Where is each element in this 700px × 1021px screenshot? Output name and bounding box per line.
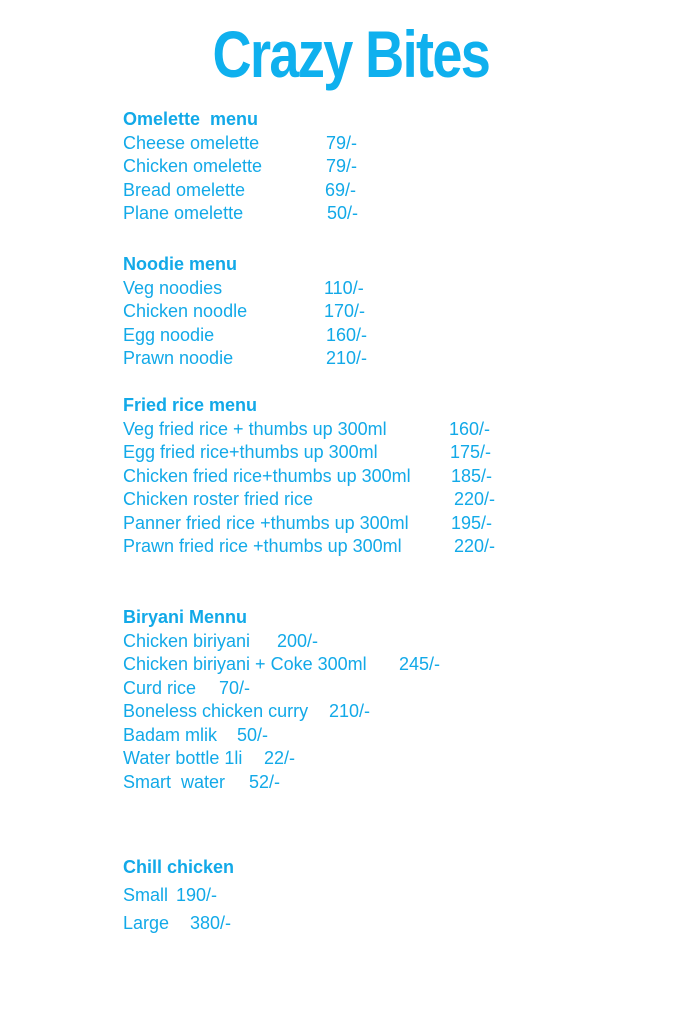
item-price: 79/- [326, 132, 358, 153]
menu-item [123, 179, 683, 203]
item-name: Large [123, 913, 170, 933]
item-name: Veg noodies [123, 277, 223, 298]
section-heading: Omelette menu [123, 109, 259, 129]
menu-item [123, 488, 683, 512]
item-price: 22/- [264, 748, 296, 768]
item-name: Egg noodie [123, 324, 215, 345]
item-name: Smart water [123, 771, 226, 792]
item-price: 190/- [176, 885, 218, 905]
item-price: 50/- [237, 724, 269, 745]
item-price: 185/- [451, 465, 493, 486]
menu-title: Crazy Bites [212, 17, 490, 91]
item-name: Chicken roster fried rice [123, 489, 314, 509]
item-price: 245/- [399, 654, 441, 674]
item-name: Panner fried rice +thumbs up 300ml [123, 512, 409, 533]
fried-rice-section [123, 394, 683, 559]
menu-item [123, 132, 683, 156]
item-name: Cheese omelette [123, 132, 260, 153]
item-price: 110/- [324, 277, 364, 298]
menu-item [123, 300, 683, 324]
item-price: 160/- [449, 418, 491, 439]
item-price: 69/- [325, 179, 357, 200]
item-price: 50/- [327, 203, 359, 223]
item-name: Chicken biriyani + Coke 300ml [123, 654, 367, 674]
item-name: Egg fried rice+thumbs up 300ml [123, 442, 378, 462]
item-name: Chicken noodle [123, 301, 248, 321]
item-name: Chicken fried rice+thumbs up 300ml [123, 465, 411, 486]
item-price: 380/- [190, 913, 232, 933]
omelette-section [123, 108, 683, 226]
menu-item [123, 277, 683, 301]
chill-chicken-section [123, 853, 683, 937]
menu-item [123, 155, 683, 179]
menu-item [123, 418, 683, 442]
item-name: Plane omelette [123, 203, 244, 223]
item-price: 200/- [277, 630, 319, 651]
section-heading: Chill chicken [123, 857, 235, 877]
item-name: Chicken omelette [123, 156, 263, 176]
item-name: Bread omelette [123, 179, 246, 200]
menu-item [123, 202, 683, 226]
menu-item [123, 881, 683, 909]
menu-item [123, 441, 683, 465]
section-heading: Noodie menu [123, 254, 238, 274]
item-name: Prawn fried rice +thumbs up 300ml [123, 536, 402, 556]
item-name: Water bottle 1li [123, 748, 243, 768]
biryani-section [123, 606, 683, 794]
item-price: 175/- [450, 442, 492, 462]
item-price: 70/- [219, 677, 251, 698]
item-price: 195/- [451, 512, 493, 533]
menu-item [123, 535, 683, 559]
item-name: Veg fried rice + thumbs up 300ml [123, 418, 387, 439]
item-name: Prawn noodie [123, 348, 234, 368]
item-price: 210/- [326, 348, 368, 368]
menu-item [123, 512, 683, 536]
item-price: 220/- [454, 536, 496, 556]
item-price: 210/- [329, 701, 371, 721]
item-name: Curd rice [123, 677, 197, 698]
item-price: 160/- [326, 324, 368, 345]
menu-item [123, 909, 683, 937]
item-price: 220/- [454, 489, 496, 509]
menu-item [123, 677, 683, 701]
item-price: 52/- [249, 771, 281, 792]
menu-item [123, 324, 683, 348]
menu-item [123, 700, 683, 724]
section-heading: Biryani Mennu [123, 607, 248, 627]
noodle-section [123, 253, 683, 371]
menu-item [123, 630, 683, 654]
menu-item [123, 771, 683, 795]
item-name: Badam mlik [123, 724, 218, 745]
item-name: Small [123, 885, 169, 905]
menu-item [123, 347, 683, 371]
item-name: Boneless chicken curry [123, 701, 309, 721]
menu-item [123, 724, 683, 748]
section-heading: Fried rice menu [123, 395, 258, 415]
item-price: 170/- [324, 301, 366, 321]
item-price: 79/- [326, 156, 358, 176]
menu-item [123, 653, 683, 677]
menu-item [123, 747, 683, 771]
item-name: Chicken biriyani [123, 630, 251, 651]
menu-item [123, 465, 683, 489]
